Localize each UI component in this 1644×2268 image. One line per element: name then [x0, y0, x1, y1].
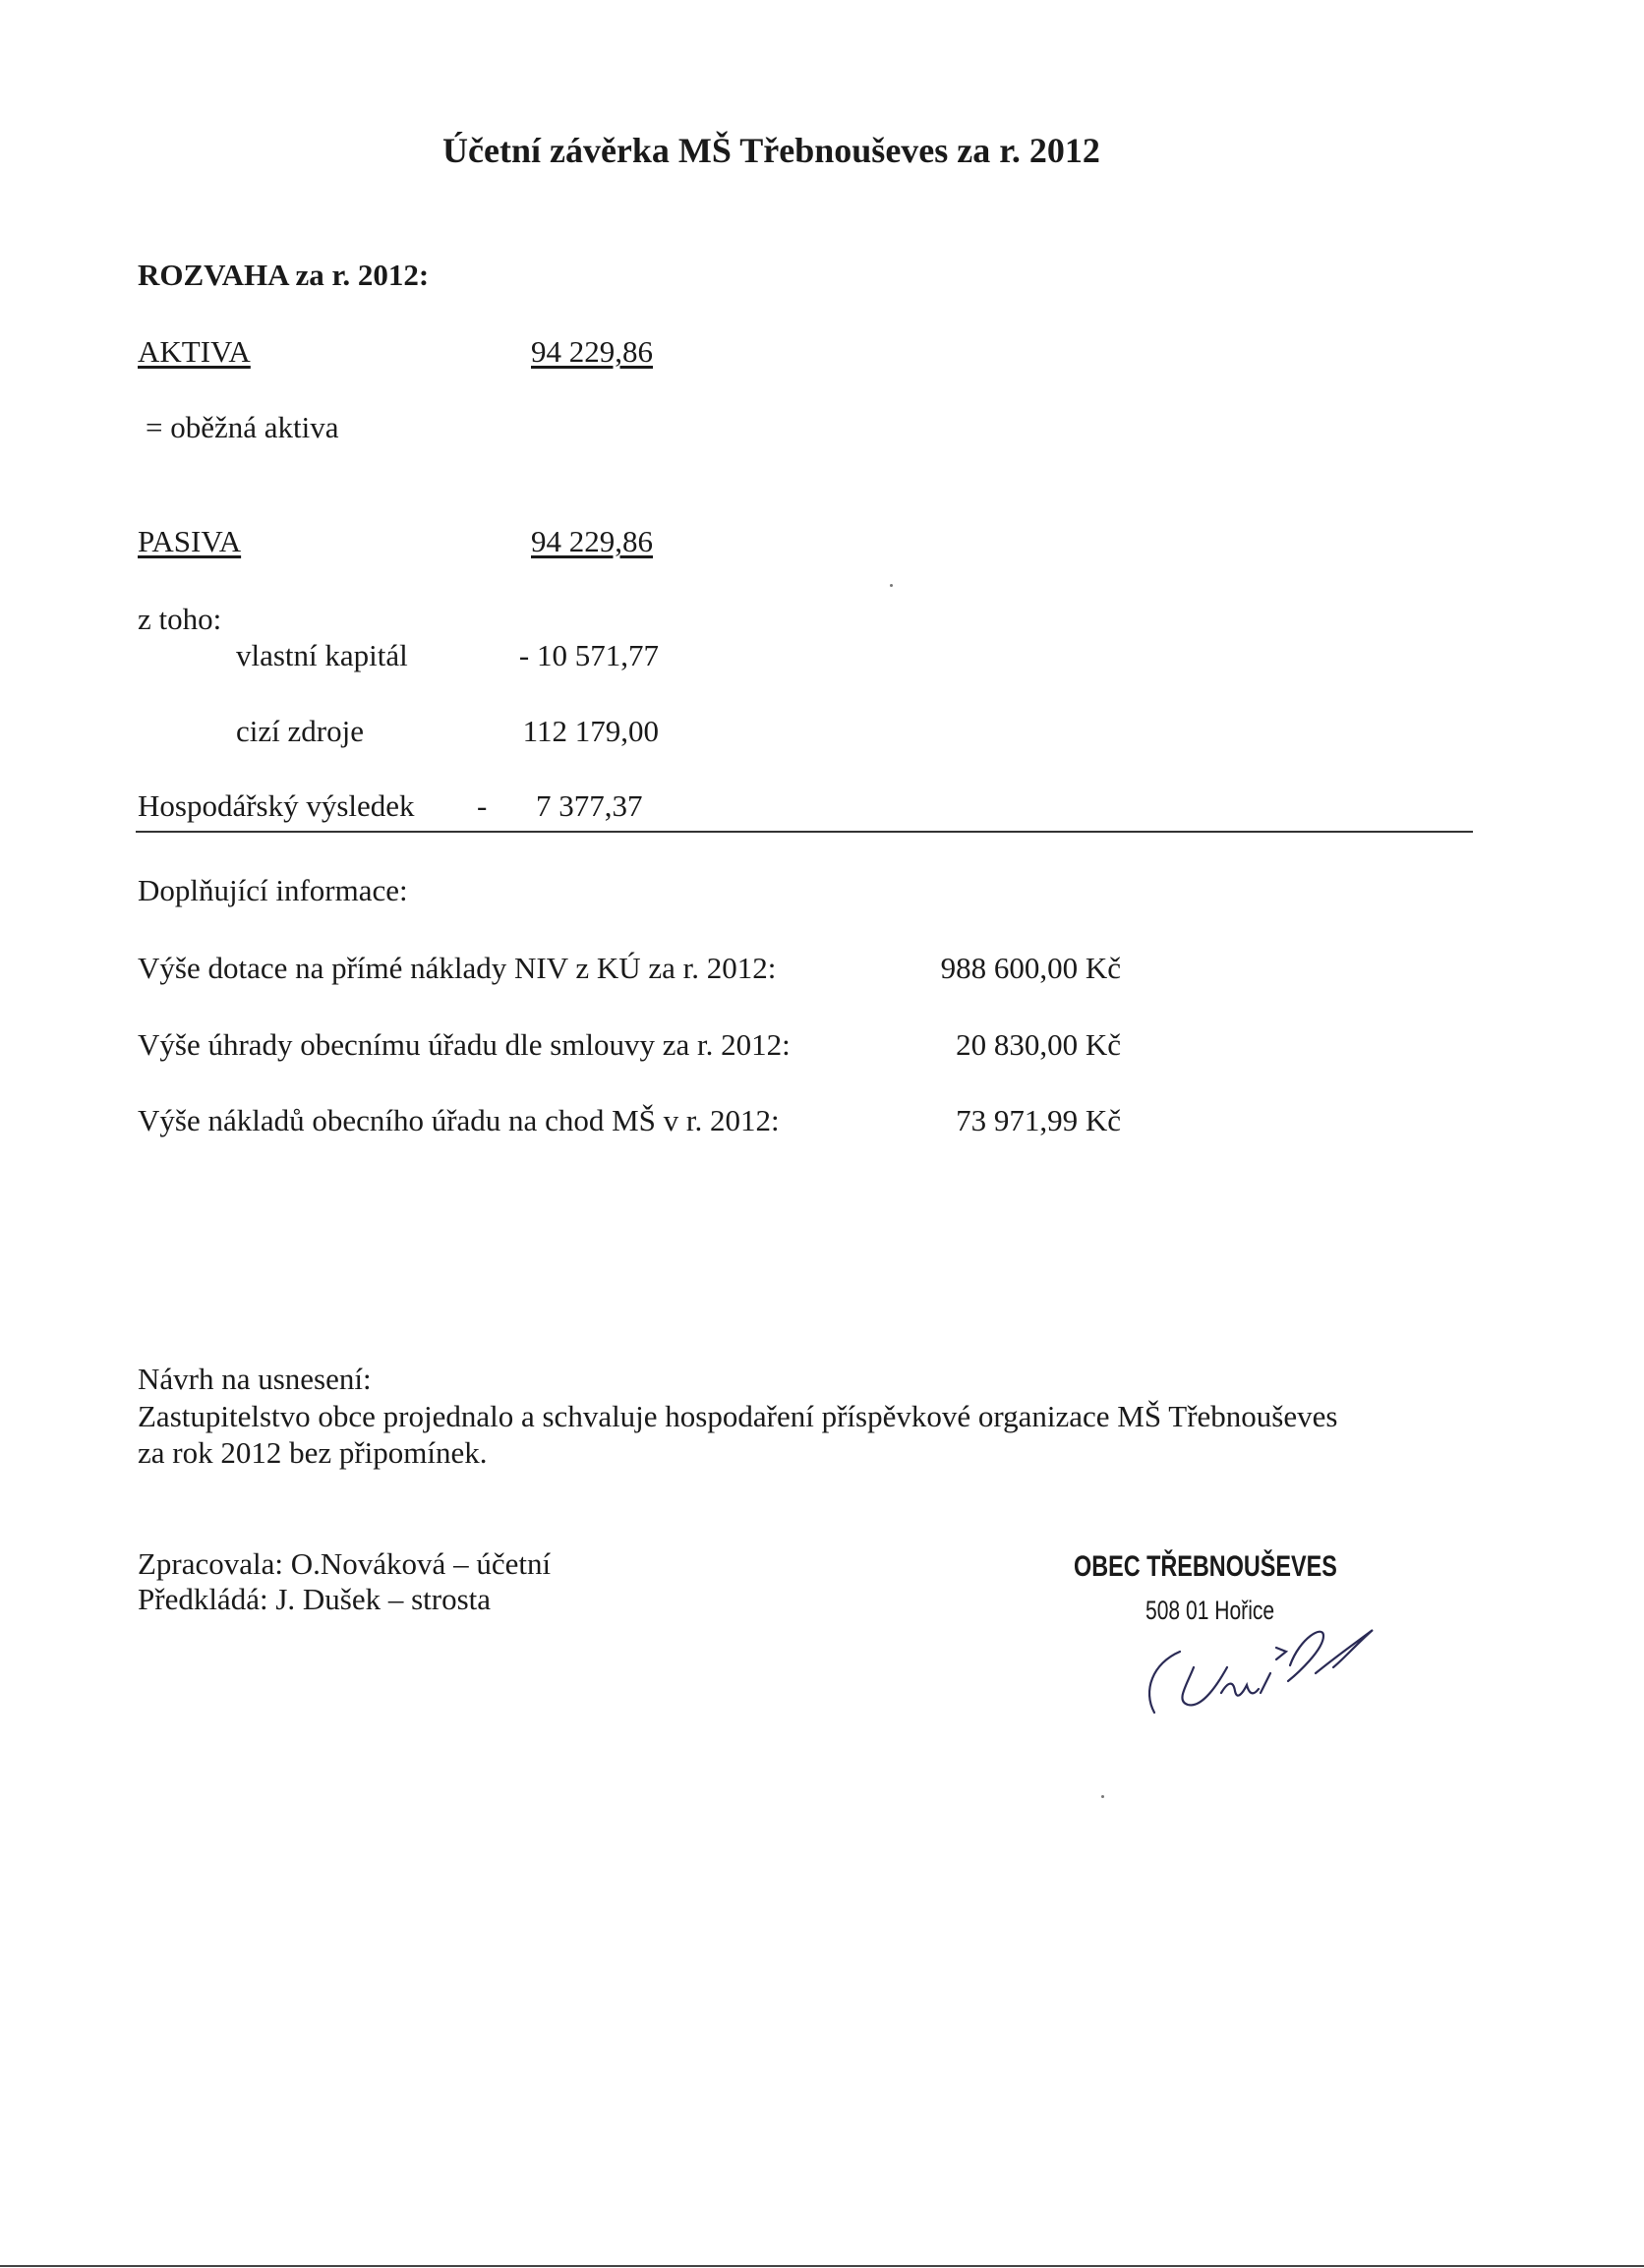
prepared-by: Zpracovala: O.Nováková – účetní	[138, 1546, 552, 1581]
aktiva-value: 94 229,86	[531, 334, 653, 369]
additional-row-label: Výše dotace na přímé náklady NIV z KÚ za r. 2012:	[138, 951, 777, 985]
result-value: 7 377,37	[536, 788, 643, 823]
additional-row-value: 988 600,00 Kč	[940, 951, 1121, 985]
scan-speck	[1101, 1795, 1104, 1798]
result-label: Hospodářský výsledek	[138, 788, 415, 823]
additional-row-label: Výše úhrady obecnímu úřadu dle smlouvy za r. 2012:	[138, 1027, 791, 1062]
additional-row-label: Výše nákladů obecního úřadu na chod MŠ v r. 2012:	[138, 1103, 780, 1137]
equity-label: vlastní kapitál	[236, 638, 408, 672]
of-which-label: z toho:	[138, 602, 222, 636]
additional-heading: Doplňující informace:	[138, 873, 408, 907]
stamp-name: OBEC TŘEBNOUŠEVES	[1074, 1550, 1337, 1583]
foreign-value: 112 179,00	[522, 714, 659, 748]
pasiva-value: 94 229,86	[531, 524, 653, 558]
separator-line	[136, 831, 1473, 833]
equity-value: - 10 571,77	[518, 638, 659, 672]
resolution-line: Zastupitelstvo obce projednalo a schvaluje hospodaření příspěvkové organizace MŠ Třebnouševes	[138, 1399, 1338, 1433]
aktiva-label: AKTIVA	[138, 334, 251, 369]
stamp-address: 508 01 Hořice	[1145, 1596, 1275, 1625]
signature	[1141, 1602, 1377, 1730]
resolution-heading: Návrh na usnesení:	[138, 1362, 372, 1396]
scan-bottom-edge	[0, 2265, 1644, 2267]
submitted-by: Předkládá: J. Dušek – strosta	[138, 1582, 492, 1616]
document-title: Účetní závěrka MŠ Třebnouševes za r. 2012	[442, 131, 1100, 170]
foreign-label: cizí zdroje	[236, 714, 364, 748]
additional-row-value: 20 830,00 Kč	[956, 1027, 1121, 1062]
pasiva-label: PASIVA	[138, 524, 242, 558]
balance-heading: ROZVAHA za r. 2012:	[138, 258, 430, 292]
aktiva-note: = oběžná aktiva	[146, 410, 339, 444]
resolution-line: za rok 2012 bez připomínek.	[138, 1435, 488, 1470]
result-sign: -	[477, 788, 488, 823]
scan-speck	[890, 584, 893, 587]
additional-row-value: 73 971,99 Kč	[956, 1103, 1121, 1137]
